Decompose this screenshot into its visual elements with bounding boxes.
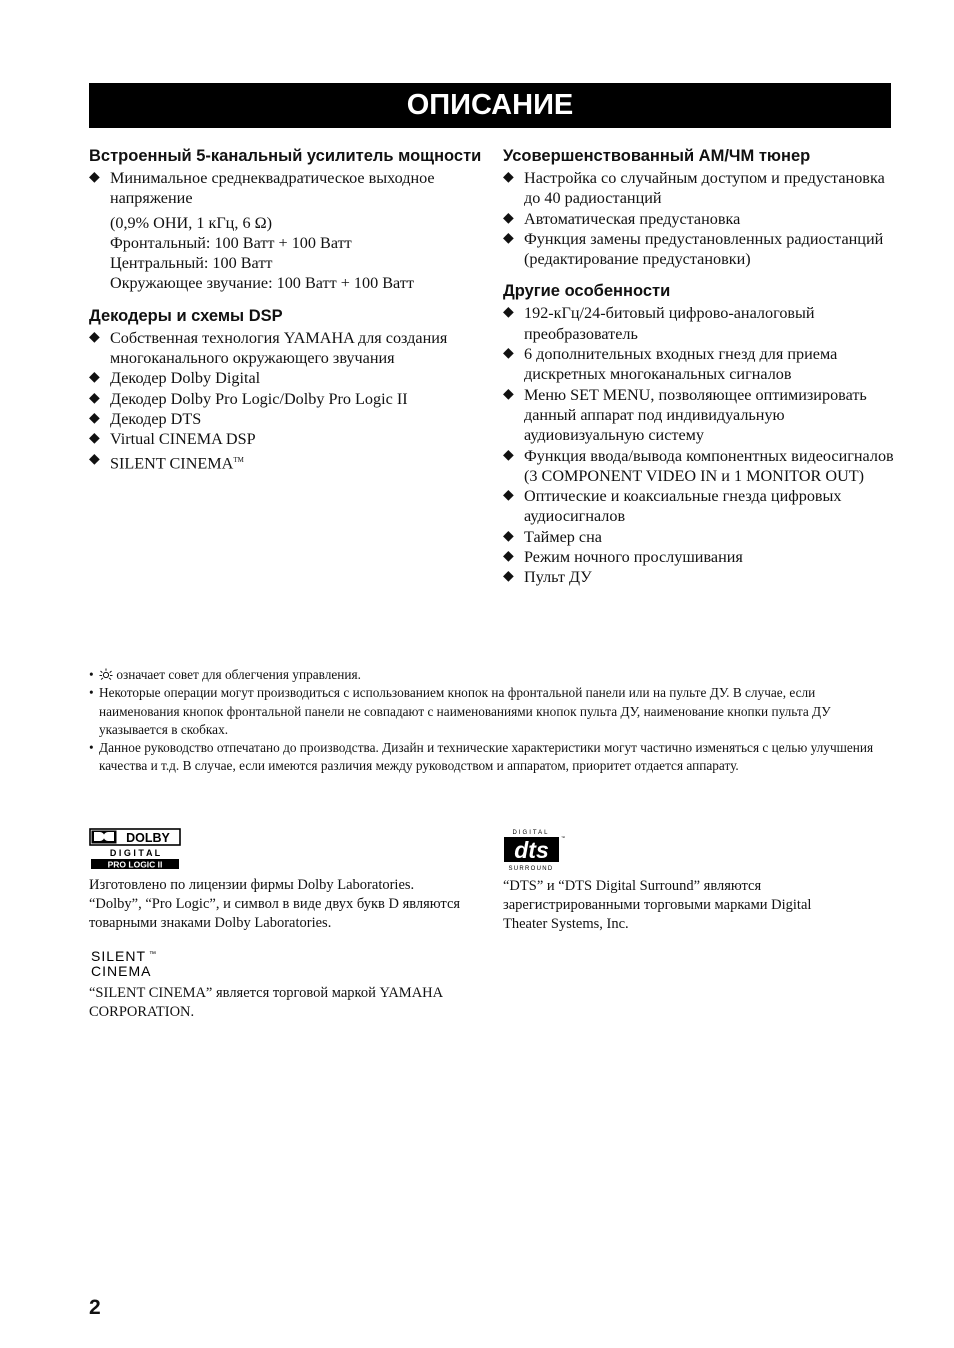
list-item: ◆ Таймер сна — [503, 527, 602, 546]
spec-line: Фронтальный: 100 Ватт + 100 Ватт — [110, 233, 352, 252]
section-heading-amplifier: Встроенный 5-канальный усилитель мощности — [89, 147, 482, 165]
section-heading-decoders: Декодеры и схемы DSP — [89, 306, 283, 325]
left-column — [89, 146, 484, 473]
list-item: ◆ Настройка со случайным доступом и предустановка до 40 радиостанций — [503, 169, 885, 208]
diamond-bullet-icon: ◆ — [503, 210, 514, 226]
list-item: ◆ SILENT CINEMA™ — [89, 451, 244, 472]
other-features-list — [503, 303, 898, 587]
component-sub: (3 COMPONENT VIDEO IN и 1 MONITOR OUT) — [524, 466, 865, 485]
svg-text:™: ™ — [561, 835, 565, 840]
diamond-bullet-icon: ◆ — [503, 488, 514, 504]
svg-text:PRO LOGIC II: PRO LOGIC II — [107, 859, 163, 870]
diamond-bullet-icon: ◆ — [89, 329, 100, 345]
list-item: ◆ Режим ночного прослушивания — [503, 548, 743, 567]
svg-text:DOLBY: DOLBY — [126, 831, 170, 845]
list-item: ◆ Автоматическая предустановка — [503, 209, 741, 228]
svg-text:DIGITAL: DIGITAL — [512, 830, 550, 836]
diamond-bullet-icon: ◆ — [89, 170, 100, 185]
dolby-logo — [89, 828, 181, 870]
note-tip: • означает совет для облегчения управления. — [89, 666, 894, 684]
note-bullet: • — [89, 685, 94, 701]
power-specs — [89, 213, 484, 294]
note-manual-printed: • Данное руководство отпечатано до производства. Дизайн и технические характеристики могут частично изменяться с целью улучшения качества и т.д. В случае, если имеются различия между руководством и аппаратом, приоритет отдается аппарату. — [89, 740, 874, 774]
silent-cinema-block — [89, 948, 469, 1022]
diamond-bullet-icon: ◆ — [503, 447, 514, 463]
note-bullet: • — [89, 740, 94, 756]
spec-line: Окружающее звучание: 100 Ватт + 100 Ватт — [110, 274, 414, 293]
spec-line: Центральный: 100 Ватт — [110, 254, 273, 273]
section-heading-tuner: Усовершенствованный АМ/ЧМ тюнер — [503, 147, 811, 165]
diamond-bullet-icon: ◆ — [503, 170, 514, 185]
svg-text:SURROUND: SURROUND — [508, 866, 554, 872]
list-item: ◆ Декодер Dolby Digital — [89, 369, 261, 388]
dolby-block — [89, 828, 469, 933]
diamond-bullet-icon: ◆ — [503, 528, 514, 544]
list-item: ◆ Декодер Dolby Pro Logic/Dolby Pro Logic II — [89, 389, 408, 408]
diamond-bullet-icon: ◆ — [89, 431, 100, 447]
diamond-bullet-icon: ◆ — [503, 305, 514, 321]
list-item: ◆ Минимальное среднеквадратическое выходное напряжение — [89, 169, 435, 208]
diamond-bullet-icon: ◆ — [503, 569, 514, 585]
dolby-trademark-text: Изготовлено по лицензии фирмы Dolby Laboratories. “Dolby”, “Pro Logic”, и символ в виде двух букв D являются товарными знаками Dolby Laboratories. — [89, 877, 461, 931]
silent-cinema-logo — [89, 948, 159, 978]
tip-lightbulb-icon — [99, 668, 113, 680]
list-item: ◆ 6 дополнительных входных гнезд для приема дискретных многоканальных сигналов — [503, 345, 838, 384]
list-item: ◆ Оптические и коаксиальные гнезда цифровых аудиосигналов — [503, 487, 842, 526]
list-item: ◆ Функция замены предустановленных радиостанций (редактирование предустановки) — [503, 229, 884, 269]
right-column — [503, 146, 898, 588]
svg-text:™: ™ — [149, 951, 156, 958]
diamond-bullet-icon: ◆ — [89, 410, 100, 426]
silent-cinema-trademark-text: “SILENT CINEMA” является торговой маркой YAMAHA CORPORATION. — [89, 985, 443, 1020]
trademark-mark: TM — [233, 455, 244, 464]
list-item: ◆ Функция ввода/вывода компонентных видеосигналов (3 COMPONENT VIDEO IN и 1 MONITOR OUT) — [503, 446, 894, 485]
diamond-bullet-icon: ◆ — [89, 451, 100, 467]
dts-trademark-text: “DTS” и “DTS Digital Surround” являются зарегистрированными торговыми марками Digital Theater Systems, Inc. — [503, 878, 812, 932]
svg-text:CINEMA: CINEMA — [91, 963, 152, 978]
list-item: ◆ Virtual CINEMA DSP — [89, 430, 256, 449]
amplifier-list — [89, 168, 484, 209]
diamond-bullet-icon: ◆ — [503, 346, 514, 362]
dts-logo — [503, 828, 565, 872]
tuner-list — [503, 168, 898, 269]
decoders-list — [89, 328, 484, 473]
section-heading-other-features: Другие особенности — [503, 282, 671, 301]
diamond-bullet-icon: ◆ — [503, 549, 514, 565]
note-remote-buttons: • Некоторые операции могут производиться с использованием кнопок на фронтальной панели или на пульте ДУ. В случае, если наименования кнопок фронтальной панели не совпадают с наименованиями кнопок пульта ДУ, наименование кнопки пульта ДУ указывается в скобках. — [89, 685, 831, 737]
notes-block — [89, 666, 894, 776]
list-item: ◆ Пульт ДУ — [503, 568, 592, 587]
list-item: ◆ 192-кГц/24-битовый цифрово-аналоговый преобразователь — [503, 304, 815, 343]
note-bullet: • — [89, 667, 94, 682]
list-item: ◆ Меню SET MENU, позволяющее оптимизировать данный аппарат под индивидуальную аудиовизуальную систему — [503, 385, 867, 445]
page-title: ОПИСАНИЕ — [89, 83, 891, 128]
list-item: ◆ Собственная технология YAMAHA для создания многоканального окружающего звучания — [89, 328, 448, 368]
diamond-bullet-icon: ◆ — [89, 370, 100, 386]
svg-text:SILENT: SILENT — [91, 948, 147, 964]
page-number: 2 — [89, 1296, 101, 1319]
svg-text:D I G I T A L: D I G I T A L — [109, 848, 161, 858]
diamond-bullet-icon: ◆ — [89, 390, 100, 406]
dts-block — [503, 828, 823, 934]
spec-line: (0,9% ОНИ, 1 кГц, 6 Ω) — [110, 213, 273, 232]
diamond-bullet-icon: ◆ — [503, 386, 514, 402]
diamond-bullet-icon: ◆ — [503, 230, 514, 246]
list-item: ◆ Декодер DTS — [89, 409, 202, 428]
svg-text:dts: dts — [514, 837, 549, 863]
